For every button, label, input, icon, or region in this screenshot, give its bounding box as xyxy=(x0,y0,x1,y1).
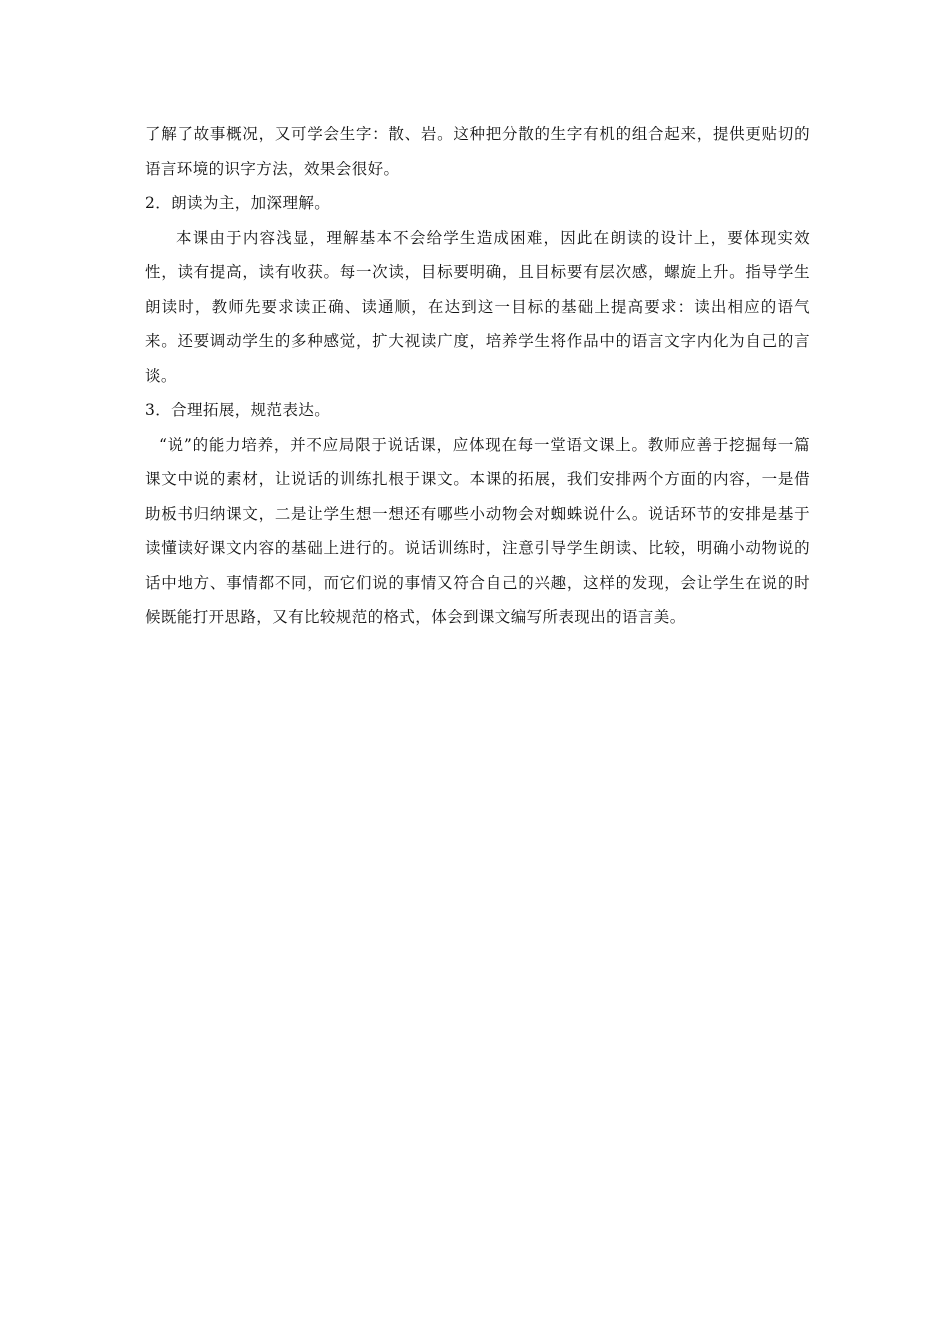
paragraph-continued: 了解了故事概况，又可学会生字：散、岩。这种把分散的生字有机的组合起来，提供更贴切的语言环境的识字方法，效果会很好。 xyxy=(145,125,810,178)
section-heading-3: 3．合理拓展，规范表达。 xyxy=(145,401,331,419)
paragraph-speaking: “说”的能力培养，并不应局限于说话课，应体现在每一堂语文课上。教师应善于挖掘每一篇课文中说的素材，让说话的训练扎根于课文。本课的拓展，我们安排两个方面的内容，一是借助板书归纳课文，二是让学生想一想还有哪些小动物会对蜘蛛说什么。说话环节的安排是基于读懂读好课文内容的基础上进行的。说话训练时，注意引导学生朗读、比较，明确小动物说的话中地方、事情都不同，而它们说的事情又符合自己的兴趣，这样的发现，会让学生在说的时候既能打开思路，又有比较规范的格式，体会到课文编写所表现出的语言美。 xyxy=(145,435,810,626)
paragraph-reading: 本课由于内容浅显，理解基本不会给学生造成困难，因此在朗读的设计上，要体现实效性，读有提高，读有收获。每一次读，目标要明确，且目标要有层次感，螺旋上升。指导学生朗读时，教师先要求读正确、读通顺，在达到这一目标的基础上提高要求：读出相应的语气来。还要调动学生的多种感觉，扩大视读广度，培养学生将作品中的语言文字内化为自己的言谈。 xyxy=(145,228,810,385)
section-heading-2: 2．朗读为主，加深理解。 xyxy=(145,194,331,212)
document-body xyxy=(145,117,810,635)
